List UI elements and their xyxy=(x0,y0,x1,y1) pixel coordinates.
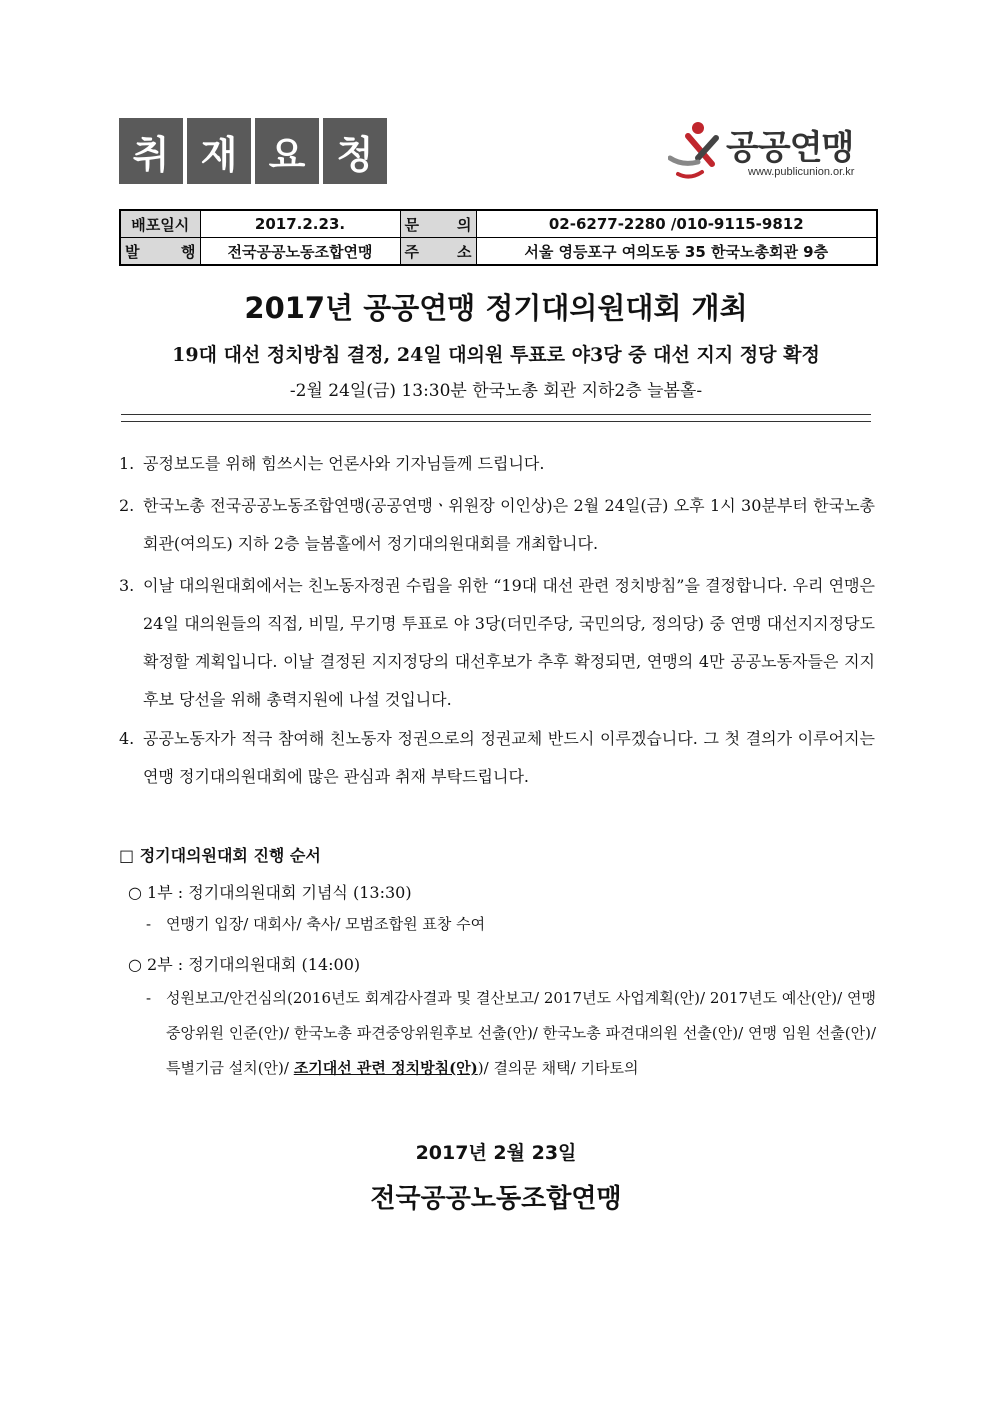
schedule-part-2-detail xyxy=(146,981,876,1086)
logo-url: www.publicunion.or.kr xyxy=(748,166,855,178)
info-label: 배포일시 xyxy=(120,210,200,238)
paragraph-2 xyxy=(119,487,875,563)
info-label: 발 행 xyxy=(120,238,200,266)
header-tile: 요 xyxy=(255,118,319,184)
address: 서울 영등포구 여의도동 35 한국노총회관 9층 xyxy=(476,238,877,266)
footer-date: 2017년 2월 23일 xyxy=(415,1142,577,1164)
detail-text xyxy=(166,981,876,1086)
info-row xyxy=(120,210,877,238)
paragraph-number: 1. xyxy=(119,454,135,473)
paragraph-4 xyxy=(119,720,875,796)
schedule-part-1: ○ 1부 : 정기대의원대회 기념식 (13:30) xyxy=(128,883,412,902)
footer-organization: 전국공공노동조합연맹 xyxy=(370,1184,622,1214)
paragraph-text: 공정보도를 위해 힘쓰시는 언론사와 기자님들께 드립니다. xyxy=(143,454,545,473)
paragraph-text: 이날 대의원대회에서는 친노동자정권 수립을 위한 “19대 대선 관련 정치방침”을 결정합니다. 우리 연맹은 24일 대의원들의 직접, 비밀, 무기명 투표로 야 3당(더민주당, 국민의당, 정의당) 중 연맹 대선지지정당도 확정할 계획입니다. 이날 결정된 지지정당의 대선후보가 추후 확정되면, 연맹의 4만 공공노동자들은 지지 후보 당선을 위해 총력지원에 나설 것입니다. xyxy=(143,576,875,709)
info-row xyxy=(120,238,877,266)
bullet-dash: - xyxy=(146,989,152,1007)
detail-text-b: )/ 결의문 채택/ 기타토의 xyxy=(477,1059,639,1077)
paragraph-number: 4. xyxy=(119,729,135,748)
bullet-dash: - xyxy=(146,915,152,933)
logo-name: 공공연맹 xyxy=(726,128,854,168)
header-tile: 취 xyxy=(119,118,183,184)
publisher: 전국공공노동조합연맹 xyxy=(200,238,400,266)
release-date: 2017.2.23. xyxy=(200,210,400,238)
info-table xyxy=(119,209,878,266)
page-subtitle: 19대 대선 정치방침 결정, 24일 대의원 투표로 야3당 중 대선 지지 정당 확정 xyxy=(172,344,820,366)
detail-text: 연맹기 입장/ 대회사/ 축사/ 모범조합원 표창 수여 xyxy=(166,915,486,933)
event-details: -2월 24일(금) 13:30분 한국노총 회관 지하2층 늘봄홀- xyxy=(289,381,703,401)
contact-phone: 02-6277-2280 /010-9115-9812 xyxy=(476,210,877,238)
page-title: 2017년 공공연맹 정기대의원대회 개최 xyxy=(244,291,748,325)
paragraph-3 xyxy=(119,567,875,719)
union-logo-icon xyxy=(668,118,728,182)
union-logo xyxy=(668,118,878,188)
schedule-part-1-detail xyxy=(146,907,876,942)
info-label: 문 의 xyxy=(400,210,476,238)
header-tile: 재 xyxy=(187,118,251,184)
paragraph-number: 2. xyxy=(119,496,135,515)
paragraph-1 xyxy=(119,445,875,483)
detail-text-a: 성원보고/안건심의(2016년도 회계감사결과 및 결산보고/ 2017년도 사업계획(안)/ 2017년도 예산(안)/ 연맹 중앙위원 인준(안)/ 한국노총 파견중앙위원후보 선출(안)/ 한국노총 파견대의원 선출(안)/ 연맹 임원 선출(안)/ 특별기금 설치(안)/ xyxy=(166,989,876,1077)
paragraph-text: 공공노동자가 적극 참여해 친노동자 정권으로의 정권교체 반드시 이루겠습니다. 그 첫 결의가 이루어지는 연맹 정기대의원대회에 많은 관심과 취재 부탁드립니다. xyxy=(143,729,875,786)
schedule-part-2: ○ 2부 : 정기대의원대회 (14:00) xyxy=(128,955,361,974)
double-divider xyxy=(121,414,871,422)
political-policy-item: 조기대선 관련 정치방침(안) xyxy=(293,1059,478,1077)
paragraph-text: 한국노총 전국공공노동조합연맹(공공연맹ㆍ위원장 이인상)은 2월 24일(금) 오후 1시 30분부터 한국노총회관(여의도) 지하 2층 늘봄홀에서 정기대의원대회를 개최합니다. xyxy=(143,496,875,553)
schedule-heading: □ 정기대의원대회 진행 순서 xyxy=(119,846,321,865)
info-label: 주 소 xyxy=(400,238,476,266)
header-tile: 청 xyxy=(323,118,387,184)
header-tiles xyxy=(119,118,387,184)
paragraph-number: 3. xyxy=(119,576,135,595)
